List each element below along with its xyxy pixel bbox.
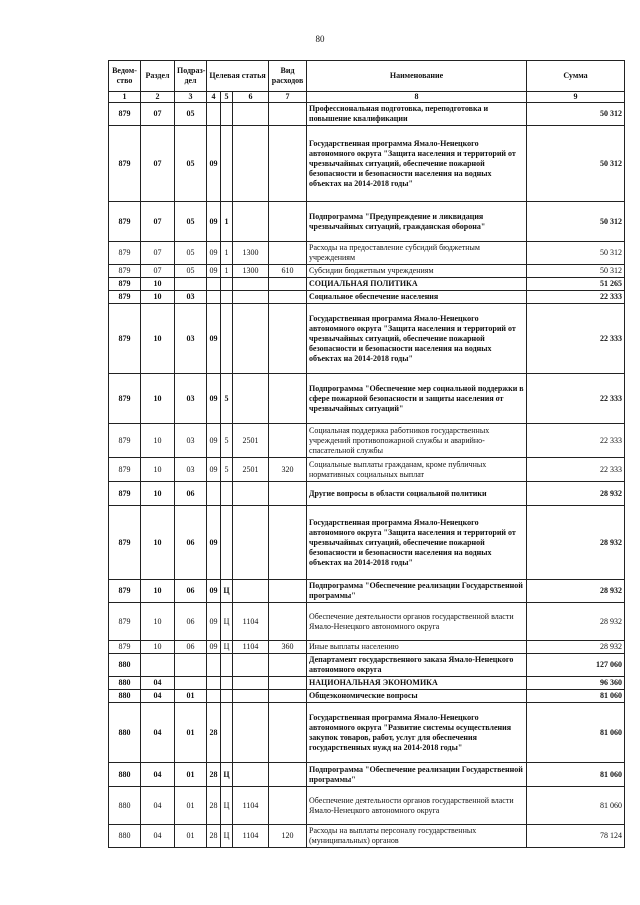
table-row (109, 763, 625, 787)
cell-target-program: 28 (207, 763, 221, 787)
cell-podrazdel: 05 (175, 265, 207, 278)
cell-target-direction (233, 103, 269, 126)
cell-razdel: 10 (141, 304, 175, 374)
column-number: 3 (175, 92, 207, 103)
cell-podrazdel: 06 (175, 603, 207, 641)
cell-target-subprogram: Ц (221, 787, 233, 825)
cell-expense-type (269, 103, 307, 126)
header-row (109, 61, 625, 92)
cell-sum: 28 932 (527, 641, 625, 654)
cell-razdel (141, 654, 175, 677)
column-number: 6 (233, 92, 269, 103)
cell-vedomstvo: 880 (109, 703, 141, 763)
cell-target-program (207, 690, 221, 703)
cell-sum: 28 932 (527, 506, 625, 580)
cell-razdel: 10 (141, 458, 175, 482)
cell-target-subprogram (221, 278, 233, 291)
cell-sum: 81 060 (527, 763, 625, 787)
cell-podrazdel: 03 (175, 291, 207, 304)
cell-target-program: 09 (207, 603, 221, 641)
cell-vedomstvo: 879 (109, 291, 141, 304)
cell-target-direction (233, 278, 269, 291)
cell-podrazdel: 01 (175, 690, 207, 703)
cell-target-program (207, 482, 221, 506)
column-number: 9 (527, 92, 625, 103)
cell-sum: 28 932 (527, 482, 625, 506)
cell-sum: 22 333 (527, 458, 625, 482)
header-vedomstvo: Ведом-ство (109, 61, 141, 92)
cell-vedomstvo: 879 (109, 265, 141, 278)
cell-expense-type (269, 506, 307, 580)
cell-target-subprogram (221, 690, 233, 703)
table-row (109, 103, 625, 126)
header-sum: Сумма (527, 61, 625, 92)
cell-vedomstvo: 880 (109, 763, 141, 787)
cell-vedomstvo: 879 (109, 424, 141, 458)
cell-sum: 81 060 (527, 690, 625, 703)
cell-target-direction (233, 580, 269, 603)
cell-target-program (207, 654, 221, 677)
cell-target-subprogram (221, 677, 233, 690)
cell-expense-type (269, 654, 307, 677)
cell-razdel: 10 (141, 424, 175, 458)
cell-vedomstvo: 879 (109, 202, 141, 242)
cell-sum: 22 333 (527, 304, 625, 374)
table-row (109, 202, 625, 242)
table-row (109, 242, 625, 265)
cell-vedomstvo: 880 (109, 677, 141, 690)
cell-sum: 78 124 (527, 825, 625, 848)
cell-podrazdel: 01 (175, 703, 207, 763)
cell-podrazdel: 01 (175, 825, 207, 848)
cell-podrazdel (175, 654, 207, 677)
cell-sum: 96 360 (527, 677, 625, 690)
cell-vedomstvo: 879 (109, 278, 141, 291)
cell-name: Социальная поддержка работников государственных учреждений противопожарной службы и аварийно-спасательной службы (307, 424, 527, 458)
cell-sum: 28 932 (527, 580, 625, 603)
column-number: 8 (307, 92, 527, 103)
cell-target-subprogram: 5 (221, 424, 233, 458)
cell-name: Обеспечение деятельности органов государственной власти Ямало-Ненецкого автономного округа (307, 787, 527, 825)
cell-sum: 127 060 (527, 654, 625, 677)
header-razdel: Раздел (141, 61, 175, 92)
header-expense-type: Вид расходов (269, 61, 307, 92)
cell-target-direction (233, 126, 269, 202)
cell-expense-type (269, 242, 307, 265)
cell-target-subprogram (221, 703, 233, 763)
cell-podrazdel (175, 677, 207, 690)
cell-razdel: 04 (141, 825, 175, 848)
cell-expense-type (269, 424, 307, 458)
cell-podrazdel: 06 (175, 482, 207, 506)
cell-target-direction: 1104 (233, 641, 269, 654)
cell-name: Субсидии бюджетным учреждениям (307, 265, 527, 278)
cell-expense-type (269, 763, 307, 787)
cell-name: Подпрограмма "Обеспечение мер социальной поддержки в сфере пожарной безопасности и защиты населения от чрезвычайных ситуаций" (307, 374, 527, 424)
table-row (109, 291, 625, 304)
cell-sum: 28 932 (527, 603, 625, 641)
cell-vedomstvo: 880 (109, 825, 141, 848)
table-body (109, 103, 625, 848)
cell-target-subprogram (221, 654, 233, 677)
cell-target-subprogram: 1 (221, 242, 233, 265)
cell-expense-type: 320 (269, 458, 307, 482)
cell-name: Государственная программа Ямало-Ненецкого автономного округа "Развитие системы осуществления закупок товаров, работ, услуг для обеспечения государственных нужд на 2014-2018 годы" (307, 703, 527, 763)
cell-expense-type: 610 (269, 265, 307, 278)
cell-podrazdel: 03 (175, 458, 207, 482)
table-row (109, 677, 625, 690)
cell-vedomstvo: 879 (109, 103, 141, 126)
cell-name: Государственная программа Ямало-Ненецкого автономного округа "Защита населения и территорий от чрезвычайных ситуаций, обеспечение пожарной безопасности и безопасности населения на водных объектах на 2014-2018 годы" (307, 506, 527, 580)
cell-podrazdel: 03 (175, 424, 207, 458)
cell-razdel: 10 (141, 506, 175, 580)
cell-target-direction: 1104 (233, 825, 269, 848)
cell-target-direction (233, 677, 269, 690)
cell-target-direction (233, 202, 269, 242)
column-number: 5 (221, 92, 233, 103)
cell-name: Государственная программа Ямало-Ненецкого автономного округа "Защита населения и территорий от чрезвычайных ситуаций, обеспечение пожарной безопасности и безопасности населения на водных объектах на 2014-2018 годы" (307, 304, 527, 374)
table-row (109, 703, 625, 763)
cell-target-program: 09 (207, 458, 221, 482)
cell-target-subprogram: Ц (221, 580, 233, 603)
cell-target-program: 09 (207, 641, 221, 654)
cell-target-program: 09 (207, 374, 221, 424)
cell-podrazdel: 06 (175, 641, 207, 654)
cell-name: Подпрограмма "Обеспечение реализации Государственной программы" (307, 580, 527, 603)
table-row (109, 265, 625, 278)
cell-name: Общеэкономические вопросы (307, 690, 527, 703)
cell-target-direction (233, 763, 269, 787)
table-row (109, 690, 625, 703)
cell-razdel: 10 (141, 580, 175, 603)
cell-target-subprogram (221, 506, 233, 580)
cell-name: Другие вопросы в области социальной политики (307, 482, 527, 506)
cell-vedomstvo: 879 (109, 374, 141, 424)
cell-target-program: 09 (207, 242, 221, 265)
cell-name: НАЦИОНАЛЬНАЯ ЭКОНОМИКА (307, 677, 527, 690)
cell-razdel: 07 (141, 242, 175, 265)
cell-name: Департамент государственного заказа Ямало-Ненецкого автономного округа (307, 654, 527, 677)
cell-target-subprogram: Ц (221, 603, 233, 641)
cell-vedomstvo: 880 (109, 654, 141, 677)
cell-vedomstvo: 880 (109, 787, 141, 825)
cell-target-program: 09 (207, 580, 221, 603)
table-row (109, 126, 625, 202)
cell-target-direction: 2501 (233, 458, 269, 482)
cell-razdel: 04 (141, 677, 175, 690)
cell-target-direction: 1300 (233, 265, 269, 278)
cell-expense-type: 360 (269, 641, 307, 654)
cell-target-subprogram (221, 482, 233, 506)
cell-target-subprogram: 5 (221, 374, 233, 424)
cell-sum: 51 265 (527, 278, 625, 291)
cell-expense-type (269, 202, 307, 242)
cell-sum: 22 333 (527, 291, 625, 304)
cell-expense-type (269, 278, 307, 291)
cell-target-direction: 2501 (233, 424, 269, 458)
cell-razdel: 10 (141, 603, 175, 641)
cell-expense-type (269, 677, 307, 690)
column-number: 7 (269, 92, 307, 103)
table-row (109, 787, 625, 825)
cell-name: Профессиональная подготовка, переподготовка и повышение квалификации (307, 103, 527, 126)
cell-sum: 81 060 (527, 787, 625, 825)
cell-razdel: 04 (141, 703, 175, 763)
cell-sum: 22 333 (527, 374, 625, 424)
cell-target-subprogram (221, 304, 233, 374)
cell-expense-type (269, 126, 307, 202)
cell-target-subprogram (221, 291, 233, 304)
cell-podrazdel: 05 (175, 202, 207, 242)
cell-expense-type (269, 374, 307, 424)
cell-name: Расходы на предоставление субсидий бюджетным учреждениям (307, 242, 527, 265)
cell-vedomstvo: 879 (109, 580, 141, 603)
cell-vedomstvo: 879 (109, 126, 141, 202)
cell-target-program: 09 (207, 424, 221, 458)
cell-podrazdel: 06 (175, 506, 207, 580)
cell-podrazdel: 05 (175, 103, 207, 126)
header-podrazdel: Подраз-дел (175, 61, 207, 92)
table-row (109, 580, 625, 603)
table-row (109, 482, 625, 506)
header-name: Наименование (307, 61, 527, 92)
table-row (109, 506, 625, 580)
cell-target-subprogram: 1 (221, 202, 233, 242)
cell-expense-type: 120 (269, 825, 307, 848)
cell-razdel: 10 (141, 278, 175, 291)
cell-vedomstvo: 879 (109, 482, 141, 506)
cell-sum: 50 312 (527, 103, 625, 126)
cell-name: Иные выплаты населению (307, 641, 527, 654)
cell-podrazdel: 01 (175, 787, 207, 825)
cell-target-direction (233, 291, 269, 304)
cell-target-program: 28 (207, 703, 221, 763)
column-number: 1 (109, 92, 141, 103)
cell-target-subprogram: 5 (221, 458, 233, 482)
cell-expense-type (269, 703, 307, 763)
cell-target-program: 09 (207, 304, 221, 374)
cell-vedomstvo: 880 (109, 690, 141, 703)
cell-razdel: 04 (141, 690, 175, 703)
cell-vedomstvo: 879 (109, 641, 141, 654)
cell-target-direction (233, 690, 269, 703)
cell-podrazdel: 01 (175, 763, 207, 787)
cell-target-subprogram: Ц (221, 825, 233, 848)
cell-podrazdel: 06 (175, 580, 207, 603)
cell-target-program: 09 (207, 265, 221, 278)
cell-razdel: 07 (141, 202, 175, 242)
column-number-row (109, 92, 625, 103)
cell-expense-type (269, 787, 307, 825)
cell-target-program (207, 103, 221, 126)
table-row (109, 278, 625, 291)
cell-target-program (207, 278, 221, 291)
cell-target-direction (233, 703, 269, 763)
cell-name: Подпрограмма "Обеспечение реализации Государственной программы" (307, 763, 527, 787)
cell-vedomstvo: 879 (109, 603, 141, 641)
budget-table (108, 60, 625, 848)
cell-sum: 50 312 (527, 242, 625, 265)
column-number: 4 (207, 92, 221, 103)
cell-target-direction: 1104 (233, 787, 269, 825)
cell-target-program: 09 (207, 506, 221, 580)
table-row (109, 458, 625, 482)
cell-razdel: 10 (141, 641, 175, 654)
cell-target-direction (233, 506, 269, 580)
cell-name: Социальное обеспечение населения (307, 291, 527, 304)
header-target-article: Целевая статья (207, 61, 269, 92)
cell-target-subprogram: 1 (221, 265, 233, 278)
cell-expense-type (269, 580, 307, 603)
cell-expense-type (269, 291, 307, 304)
cell-target-direction (233, 374, 269, 424)
cell-razdel: 07 (141, 126, 175, 202)
cell-target-subprogram (221, 126, 233, 202)
cell-razdel: 10 (141, 291, 175, 304)
cell-podrazdel: 03 (175, 304, 207, 374)
cell-target-program (207, 291, 221, 304)
cell-name: Социальные выплаты гражданам, кроме публичных нормативных социальных выплат (307, 458, 527, 482)
cell-podrazdel (175, 278, 207, 291)
cell-vedomstvo: 879 (109, 506, 141, 580)
table-row (109, 603, 625, 641)
cell-sum: 50 312 (527, 265, 625, 278)
cell-razdel: 10 (141, 374, 175, 424)
cell-target-direction: 1300 (233, 242, 269, 265)
cell-target-program: 09 (207, 202, 221, 242)
cell-sum: 22 333 (527, 424, 625, 458)
cell-expense-type (269, 482, 307, 506)
table-row (109, 654, 625, 677)
cell-target-program: 09 (207, 126, 221, 202)
cell-target-program: 28 (207, 825, 221, 848)
cell-expense-type (269, 603, 307, 641)
cell-target-subprogram (221, 103, 233, 126)
cell-target-program: 28 (207, 787, 221, 825)
cell-name: Государственная программа Ямало-Ненецкого автономного округа "Защита населения и территорий от чрезвычайных ситуаций, обеспечение пожарной безопасности и безопасности населения на водных объектах на 2014-2018 годы" (307, 126, 527, 202)
cell-vedomstvo: 879 (109, 304, 141, 374)
cell-target-subprogram: Ц (221, 641, 233, 654)
table-row (109, 304, 625, 374)
cell-target-subprogram: Ц (221, 763, 233, 787)
cell-podrazdel: 03 (175, 374, 207, 424)
table-row (109, 641, 625, 654)
table-row (109, 424, 625, 458)
cell-expense-type (269, 304, 307, 374)
cell-expense-type (269, 690, 307, 703)
cell-target-direction (233, 304, 269, 374)
cell-sum: 50 312 (527, 126, 625, 202)
cell-sum: 50 312 (527, 202, 625, 242)
cell-vedomstvo: 879 (109, 458, 141, 482)
cell-name: Расходы на выплаты персоналу государственных (муниципальных) органов (307, 825, 527, 848)
cell-target-program (207, 677, 221, 690)
cell-razdel: 07 (141, 103, 175, 126)
cell-name: Обеспечение деятельности органов государственной власти Ямало-Ненецкого автономного округа (307, 603, 527, 641)
table-row (109, 825, 625, 848)
column-number: 2 (141, 92, 175, 103)
cell-target-direction: 1104 (233, 603, 269, 641)
cell-razdel: 04 (141, 787, 175, 825)
cell-sum: 81 060 (527, 703, 625, 763)
cell-target-direction (233, 482, 269, 506)
cell-target-direction (233, 654, 269, 677)
cell-vedomstvo: 879 (109, 242, 141, 265)
cell-name: СОЦИАЛЬНАЯ ПОЛИТИКА (307, 278, 527, 291)
cell-razdel: 04 (141, 763, 175, 787)
cell-podrazdel: 05 (175, 126, 207, 202)
cell-razdel: 10 (141, 482, 175, 506)
cell-name: Подпрограмма "Предупреждение и ликвидация чрезвычайных ситуаций, гражданская оборона" (307, 202, 527, 242)
page-number: 80 (315, 34, 325, 44)
cell-razdel: 07 (141, 265, 175, 278)
table-row (109, 374, 625, 424)
cell-podrazdel: 05 (175, 242, 207, 265)
